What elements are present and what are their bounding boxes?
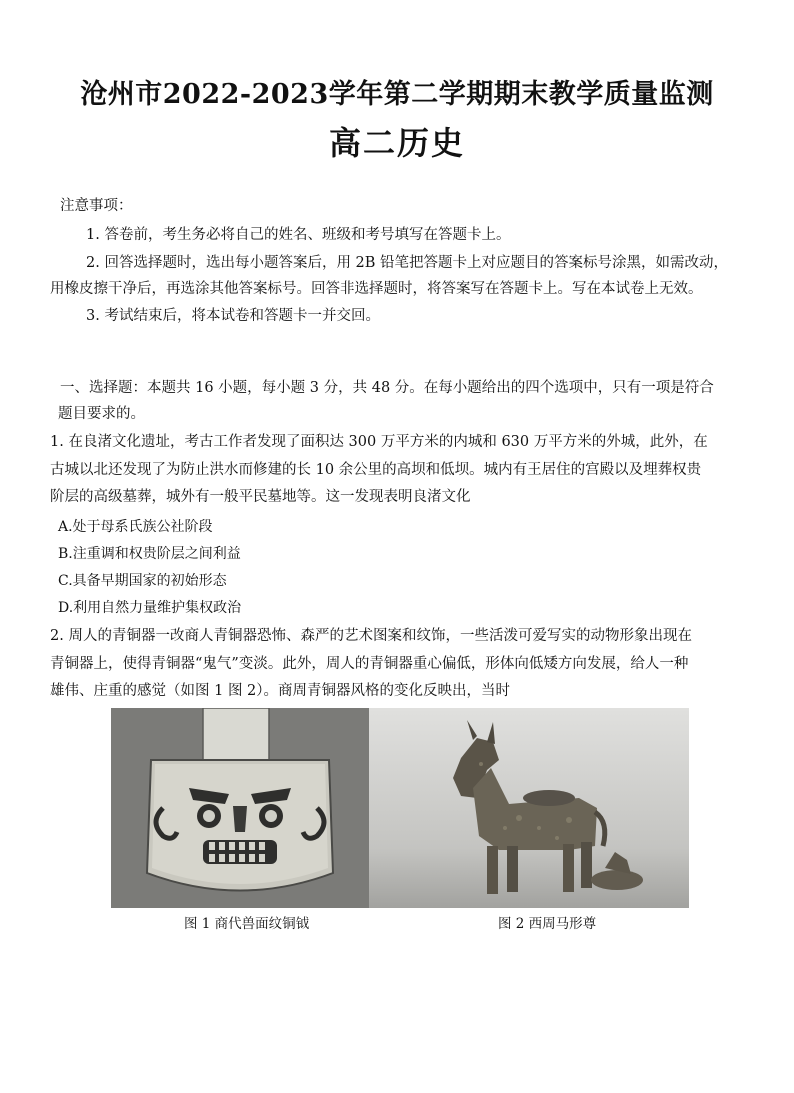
question-1-option-c: C.具备早期国家的初始形态 [58, 573, 227, 589]
question-2-line-1: 2. 周人的青铜器一改商人青铜器恐怖、森严的艺术图案和纹饰，一些活泼可爱写实的动物形象出现在 [50, 628, 692, 644]
question-1-option-b: B.注重调和权贵阶层之间利益 [58, 546, 241, 562]
section-1-intro-line-1: 一、选择题：本题共 16 小题，每小题 3 分，共 48 分。在每小题给出的四个选项中，只有一项是符合 [60, 380, 714, 396]
notice-item-1: 1. 答卷前，考生务必将自己的姓名、班级和考号填写在答题卡上。 [86, 227, 511, 243]
question-1-option-a: A.处于母系氏族公社阶段 [58, 519, 213, 535]
figure-1-bronze-yue-image [111, 708, 369, 908]
figure-2-horse-zun-image [369, 708, 689, 908]
notice-item-2-line-2: 用橡皮擦干净后，再选涂其他答案标号。回答非选择题时，将答案写在答题卡上。写在本试卷上无效。 [50, 281, 703, 297]
exam-subject-title: 高二历史 [328, 124, 465, 162]
notice-heading: 注意事项： [60, 198, 133, 214]
question-2-line-3: 雄伟、庄重的感觉（如图 1 图 2）。商周青铜器风格的变化反映出，当时 [50, 683, 511, 699]
question-1-line-1: 1. 在良渚文化遗址，考古工作者发现了面积达 300 万平方米的内城和 630 万平方米的外城，此外，在 [50, 434, 708, 450]
figure-1-caption: 图 1 商代兽面纹铜钺 [184, 916, 310, 932]
exam-title: 沧州市2022-2023学年第二学期期末教学质量监测 [80, 79, 714, 110]
figure-2-caption: 图 2 西周马形尊 [498, 916, 597, 932]
question-1-line-3: 阶层的高级墓葬，城外有一般平民墓地等。这一发现表明良渚文化 [50, 489, 471, 505]
notice-item-2-line-1: 2. 回答选择题时，选出每小题答案后，用 2B 铅笔把答题卡上对应题目的答案标号涂黑，如需改动， [86, 255, 729, 271]
question-2-line-2: 青铜器上，使得青铜器“鬼气”变淡。此外，周人的青铜器重心偏低，形体向低矮方向发展，给人一种 [50, 656, 689, 672]
question-1-line-2: 古城以北还发现了为防止洪水而修建的长 10 余公里的高坝和低坝。城内有王居住的宫殿以及埋葬权贵 [50, 462, 702, 478]
section-1-intro-line-2: 题目要求的。 [58, 406, 145, 422]
notice-item-3: 3. 考试结束后，将本试卷和答题卡一并交回。 [86, 308, 380, 324]
question-1-option-d: D.利用自然力量维护集权政治 [58, 600, 242, 616]
